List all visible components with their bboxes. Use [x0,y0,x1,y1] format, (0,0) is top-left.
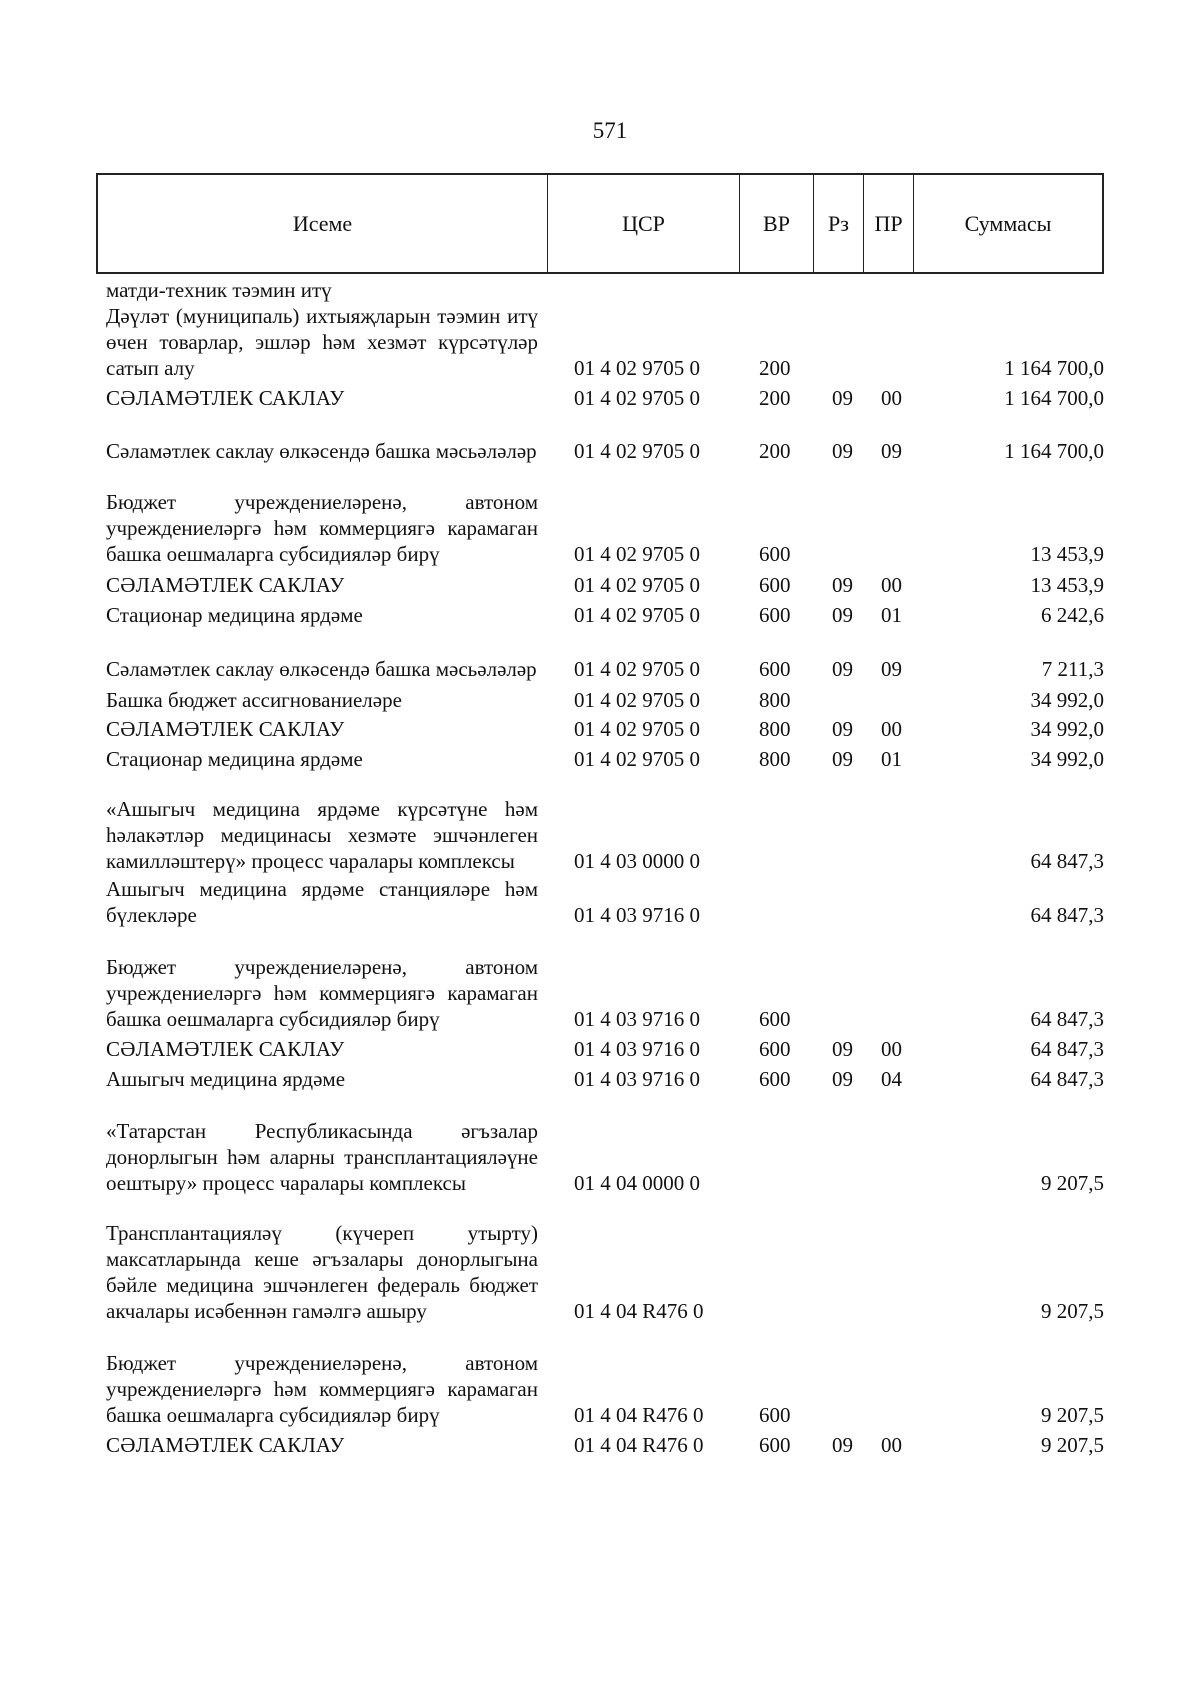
cell-vr: 600 [759,573,791,597]
cell-pr: 00 [881,1433,902,1457]
cell-vr: 800 [759,717,791,741]
table-row [106,1220,1104,1324]
cell-name: Башка бюджет ассигнованиеләре [106,688,402,712]
table-row [106,796,1104,874]
table-row [106,572,1104,598]
page-number: 571 [592,118,628,143]
cell-csr: 01 4 02 9705 0 [574,386,700,410]
table-row [106,277,1104,303]
cell-sum: 13 453,9 [1030,542,1104,566]
cell-name: Стационар медицина ярдәме [106,603,363,627]
cell-rz: 09 [832,657,853,681]
column-header-csr: ЦСР [548,175,740,272]
cell-pr: 00 [881,717,902,741]
cell-csr: 01 4 02 9705 0 [574,542,700,566]
table-row [106,687,1104,713]
cell-rz: 09 [832,1067,853,1091]
cell-sum: 34 992,0 [1030,717,1104,741]
cell-vr: 600 [759,657,791,681]
cell-sum: 64 847,3 [1030,1037,1104,1061]
cell-name: «Татарстан Республикасында әгъзалар донорлыгын һәм аларны трансплантацияләүне оештыру» процесс чаралары комплексы [106,1119,538,1195]
cell-name: Бюджет учреждениеләренә, автоном учреждениеләргә һәм коммерциягә карамаган башка оешмаларга субсидияләр бирү [106,490,538,566]
table-row [106,303,1104,381]
cell-vr: 600 [759,1037,791,1061]
table-row [106,954,1104,1032]
cell-vr: 200 [759,356,791,380]
cell-vr: 600 [759,603,791,627]
cell-sum: 9 207,5 [1041,1171,1104,1195]
cell-csr: 01 4 02 9705 0 [574,356,700,380]
cell-name: Бюджет учреждениеләренә, автоном учреждениеләргә һәм коммерциягә карамаган башка оешмаларга субсидияләр бирү [106,955,538,1031]
table-row [106,385,1104,411]
cell-name: СӘЛАМӘТЛЕК САКЛАУ [106,1037,345,1061]
cell-sum: 7 211,3 [1041,657,1104,681]
table-row [106,716,1104,742]
column-header-name: Исеме [98,175,548,272]
cell-name: Ашыгыч медицина ярдәме станцияләре һәм бүлекләре [106,877,538,927]
cell-sum: 1 164 700,0 [1004,356,1104,380]
cell-sum: 64 847,3 [1030,903,1104,927]
table-row [106,1432,1104,1458]
cell-csr: 01 4 04 R476 0 [574,1433,704,1457]
cell-name: Ашыгыч медицина ярдәме [106,1067,346,1091]
table-row [106,1350,1104,1428]
table-row [106,746,1104,772]
cell-csr: 01 4 04 R476 0 [574,1299,704,1323]
cell-sum: 34 992,0 [1030,747,1104,771]
cell-sum: 9 207,5 [1041,1299,1104,1323]
table-header [96,173,1104,274]
cell-rz: 09 [832,717,853,741]
cell-sum: 13 453,9 [1030,573,1104,597]
table-row [106,438,1104,464]
cell-sum: 64 847,3 [1030,849,1104,873]
cell-vr: 200 [759,386,791,410]
cell-sum: 64 847,3 [1030,1007,1104,1031]
cell-rz: 09 [832,1433,853,1457]
cell-csr: 01 4 03 0000 0 [574,849,700,873]
cell-vr: 800 [759,747,791,771]
cell-csr: 01 4 02 9705 0 [574,747,700,771]
table-row [106,656,1104,682]
cell-rz: 09 [832,573,853,597]
cell-name: Бюджет учреждениеләренә, автоном учреждениеләргә һәм коммерциягә карамаган башка оешмаларга субсидияләр бирү [106,1351,538,1427]
cell-csr: 01 4 02 9705 0 [574,439,700,463]
cell-sum: 1 164 700,0 [1004,386,1104,410]
cell-pr: 01 [881,603,902,627]
cell-name: СӘЛАМӘТЛЕК САКЛАУ [106,573,345,597]
cell-name: СӘЛАМӘТЛЕК САКЛАУ [106,1433,345,1457]
cell-csr: 01 4 02 9705 0 [574,603,700,627]
cell-sum: 9 207,5 [1041,1403,1104,1427]
column-header-vr: ВР [740,175,814,272]
cell-name: «Ашыгыч медицина ярдәме күрсәтүне һәм һәлакәтләр медицинасы хезмәте эшчәнлеген камилләштерү» процесс чаралары комплексы [106,797,538,873]
table-row [106,1036,1104,1062]
cell-vr: 600 [759,1067,791,1091]
table-row [106,876,1104,928]
cell-vr: 800 [759,688,791,712]
column-header-pr: ПР [864,175,914,272]
table-row [106,602,1104,628]
cell-pr: 01 [881,747,902,771]
cell-name: Стационар медицина ярдәме [106,747,363,771]
cell-csr: 01 4 03 9716 0 [574,1037,700,1061]
cell-csr: 01 4 03 9716 0 [574,1067,700,1091]
cell-csr: 01 4 04 R476 0 [574,1403,704,1427]
cell-sum: 34 992,0 [1030,688,1104,712]
cell-rz: 09 [832,603,853,627]
cell-sum: 9 207,5 [1041,1433,1104,1457]
cell-rz: 09 [832,386,853,410]
cell-sum: 64 847,3 [1030,1067,1104,1091]
cell-csr: 01 4 02 9705 0 [574,657,700,681]
column-header-sum: Суммасы [964,210,1052,236]
table-row [106,1118,1104,1196]
cell-csr: 01 4 02 9705 0 [574,717,700,741]
cell-name: СӘЛАМӘТЛЕК САКЛАУ [106,386,345,410]
cell-vr: 600 [759,542,791,566]
cell-pr: 00 [881,1037,902,1061]
cell-pr: 09 [881,439,902,463]
cell-name: матди-техник тәэмин итү [106,278,332,302]
cell-name: СӘЛАМӘТЛЕК САКЛАУ [106,717,345,741]
cell-pr: 04 [881,1067,902,1091]
cell-csr: 01 4 03 9716 0 [574,1007,700,1031]
cell-csr: 01 4 03 9716 0 [574,903,700,927]
cell-name: Дәүләт (муниципаль) ихтыяҗларын тәэмин итү өчен товарлар, эшләр һәм хезмәт күрсәтүләр сатып алу [106,304,538,380]
cell-csr: 01 4 02 9705 0 [574,573,700,597]
cell-vr: 200 [759,439,791,463]
table-row [106,1066,1104,1092]
cell-sum: 6 242,6 [1041,603,1104,627]
cell-pr: 09 [881,657,902,681]
cell-pr: 00 [881,386,902,410]
cell-vr: 600 [759,1403,791,1427]
cell-rz: 09 [832,439,853,463]
cell-name: Сәламәтлек саклау өлкәсендә башка мәсьәләләр [106,657,537,681]
table-row [106,489,1104,567]
cell-name: Трансплантацияләү (күчереп утырту) максатларында кеше әгъзалары донорлыгына бәйле медицина эшчәнлеген федераль бюджет акчалары исәбеннән гамәлгә ашыру [106,1221,538,1323]
cell-csr: 01 4 04 0000 0 [574,1171,700,1195]
cell-csr: 01 4 02 9705 0 [574,688,700,712]
cell-vr: 600 [759,1007,791,1031]
cell-sum: 1 164 700,0 [1004,439,1104,463]
cell-rz: 09 [832,747,853,771]
column-header-rz: Рз [814,175,864,272]
cell-name: Сәламәтлек саклау өлкәсендә башка мәсьәләләр [106,439,537,463]
cell-vr: 600 [759,1433,791,1457]
cell-pr: 00 [881,573,902,597]
cell-rz: 09 [832,1037,853,1061]
